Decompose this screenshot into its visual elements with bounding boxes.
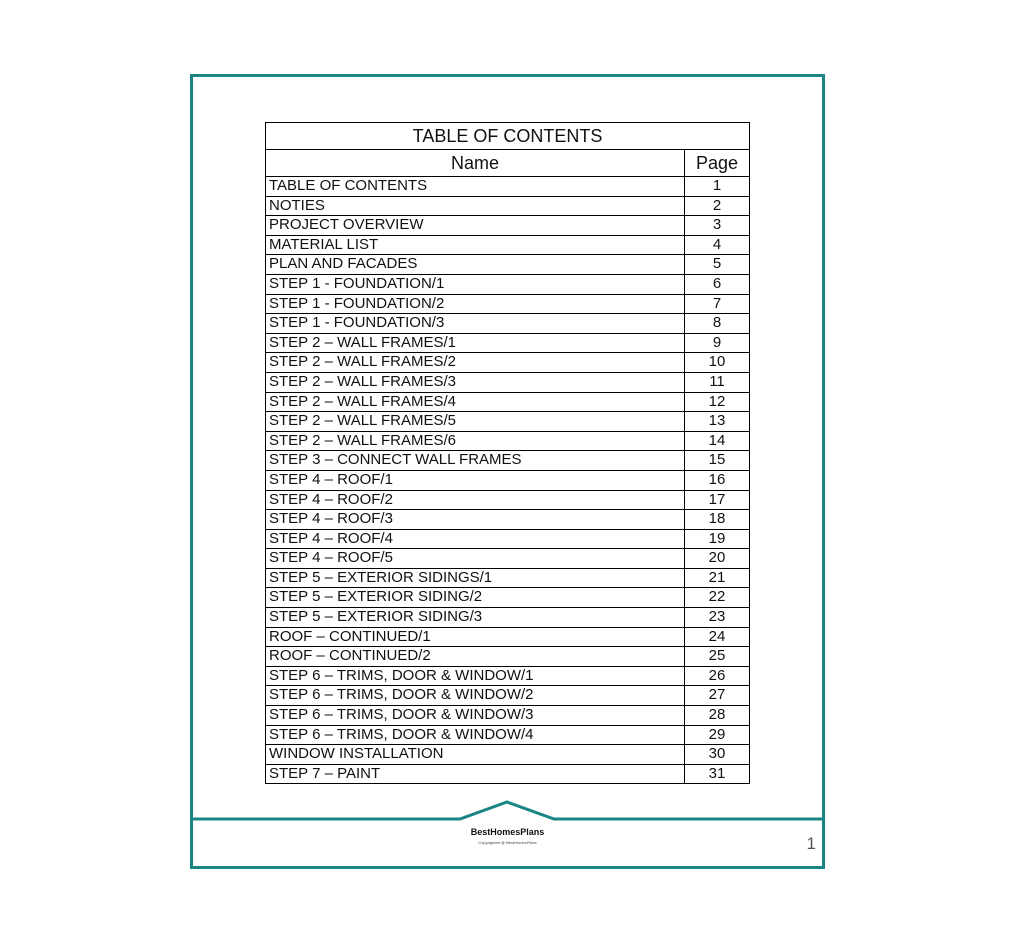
copyright-text: Copyrighted @ BestHomesPlans — [478, 840, 537, 845]
toc-entry-name: PLAN AND FACADES — [266, 255, 685, 275]
table-row — [266, 745, 750, 765]
table-of-contents — [265, 122, 750, 784]
table-row — [266, 451, 750, 471]
toc-entry-page: 31 — [685, 764, 750, 784]
toc-entry-page: 7 — [685, 294, 750, 314]
toc-entry-page: 11 — [685, 372, 750, 392]
table-row — [266, 235, 750, 255]
table-row — [266, 725, 750, 745]
toc-entry-page: 22 — [685, 588, 750, 608]
toc-entry-name: STEP 2 – WALL FRAMES/2 — [266, 353, 685, 373]
toc-entry-page: 27 — [685, 686, 750, 706]
toc-entry-page: 23 — [685, 608, 750, 628]
table-row — [266, 372, 750, 392]
toc-entry-name: MATERIAL LIST — [266, 235, 685, 255]
table-row — [266, 706, 750, 726]
table-row — [266, 568, 750, 588]
toc-entry-page: 8 — [685, 314, 750, 334]
toc-entry-page: 30 — [685, 745, 750, 765]
toc-body — [266, 177, 750, 784]
column-header-page: Page — [685, 150, 750, 177]
table-row — [266, 764, 750, 784]
toc-entry-page: 21 — [685, 568, 750, 588]
toc-entry-name: STEP 1 - FOUNDATION/3 — [266, 314, 685, 334]
toc-entry-page: 24 — [685, 627, 750, 647]
toc-entry-name: TABLE OF CONTENTS — [266, 177, 685, 197]
toc-entry-name: ROOF – CONTINUED/1 — [266, 627, 685, 647]
table-row — [266, 666, 750, 686]
table-row — [266, 510, 750, 530]
toc-entry-page: 2 — [685, 196, 750, 216]
table-row — [266, 294, 750, 314]
toc-entry-page: 28 — [685, 706, 750, 726]
toc-entry-name: STEP 2 – WALL FRAMES/5 — [266, 412, 685, 432]
table-row — [266, 588, 750, 608]
toc-entry-page: 16 — [685, 470, 750, 490]
toc-entry-name: STEP 5 – EXTERIOR SIDING/3 — [266, 608, 685, 628]
table-row — [266, 431, 750, 451]
table-row — [266, 549, 750, 569]
brand-logo-text: BestHomesPlans — [470, 827, 545, 837]
toc-entry-name: STEP 2 – WALL FRAMES/6 — [266, 431, 685, 451]
toc-entry-name: STEP 6 – TRIMS, DOOR & WINDOW/2 — [266, 686, 685, 706]
toc-entry-page: 1 — [685, 177, 750, 197]
toc-entry-page: 15 — [685, 451, 750, 471]
table-row — [266, 627, 750, 647]
toc-entry-name: ROOF – CONTINUED/2 — [266, 647, 685, 667]
toc-entry-page: 9 — [685, 333, 750, 353]
toc-entry-name: STEP 2 – WALL FRAMES/4 — [266, 392, 685, 412]
toc-entry-name: STEP 4 – ROOF/1 — [266, 470, 685, 490]
page-number: 1 — [806, 834, 816, 853]
table-row — [266, 216, 750, 236]
toc-entry-name: STEP 6 – TRIMS, DOOR & WINDOW/4 — [266, 725, 685, 745]
toc-entry-name: STEP 6 – TRIMS, DOOR & WINDOW/1 — [266, 666, 685, 686]
table-row — [266, 314, 750, 334]
table-row — [266, 608, 750, 628]
toc-entry-name: WINDOW INSTALLATION — [266, 745, 685, 765]
toc-entry-page: 10 — [685, 353, 750, 373]
toc-entry-name: STEP 5 – EXTERIOR SIDING/2 — [266, 588, 685, 608]
toc-entry-name: PROJECT OVERVIEW — [266, 216, 685, 236]
toc-entry-name: STEP 1 - FOUNDATION/1 — [266, 274, 685, 294]
toc-title: TABLE OF CONTENTS — [266, 123, 750, 150]
toc-entry-page: 14 — [685, 431, 750, 451]
toc-entry-page: 17 — [685, 490, 750, 510]
toc-entry-page: 5 — [685, 255, 750, 275]
toc-entry-page: 4 — [685, 235, 750, 255]
toc-entry-page: 12 — [685, 392, 750, 412]
toc-entry-name: STEP 3 – CONNECT WALL FRAMES — [266, 451, 685, 471]
table-row — [266, 196, 750, 216]
table-row — [266, 470, 750, 490]
toc-entry-name: STEP 4 – ROOF/4 — [266, 529, 685, 549]
footer-divider — [193, 799, 822, 821]
toc-entry-page: 6 — [685, 274, 750, 294]
toc-entry-name: STEP 1 - FOUNDATION/2 — [266, 294, 685, 314]
toc-entry-page: 20 — [685, 549, 750, 569]
toc-entry-name: NOTIES — [266, 196, 685, 216]
document-page — [190, 74, 825, 869]
table-row — [266, 274, 750, 294]
table-row — [266, 255, 750, 275]
toc-entry-page: 19 — [685, 529, 750, 549]
table-row — [266, 412, 750, 432]
toc-entry-name: STEP 4 – ROOF/3 — [266, 510, 685, 530]
toc-entry-name: STEP 4 – ROOF/5 — [266, 549, 685, 569]
table-row — [266, 490, 750, 510]
toc-entry-page: 26 — [685, 666, 750, 686]
toc-entry-name: STEP 6 – TRIMS, DOOR & WINDOW/3 — [266, 706, 685, 726]
toc-entry-page: 3 — [685, 216, 750, 236]
toc-entry-page: 29 — [685, 725, 750, 745]
toc-entry-page: 13 — [685, 412, 750, 432]
table-row — [266, 333, 750, 353]
toc-entry-name: STEP 4 – ROOF/2 — [266, 490, 685, 510]
table-row — [266, 529, 750, 549]
table-row — [266, 353, 750, 373]
table-row — [266, 686, 750, 706]
toc-entry-name: STEP 5 – EXTERIOR SIDINGS/1 — [266, 568, 685, 588]
toc-entry-name: STEP 7 – PAINT — [266, 764, 685, 784]
table-row — [266, 647, 750, 667]
toc-entry-page: 18 — [685, 510, 750, 530]
table-row — [266, 392, 750, 412]
table-row — [266, 177, 750, 197]
column-header-name: Name — [266, 150, 685, 177]
toc-entry-name: STEP 2 – WALL FRAMES/1 — [266, 333, 685, 353]
toc-entry-name: STEP 2 – WALL FRAMES/3 — [266, 372, 685, 392]
toc-entry-page: 25 — [685, 647, 750, 667]
